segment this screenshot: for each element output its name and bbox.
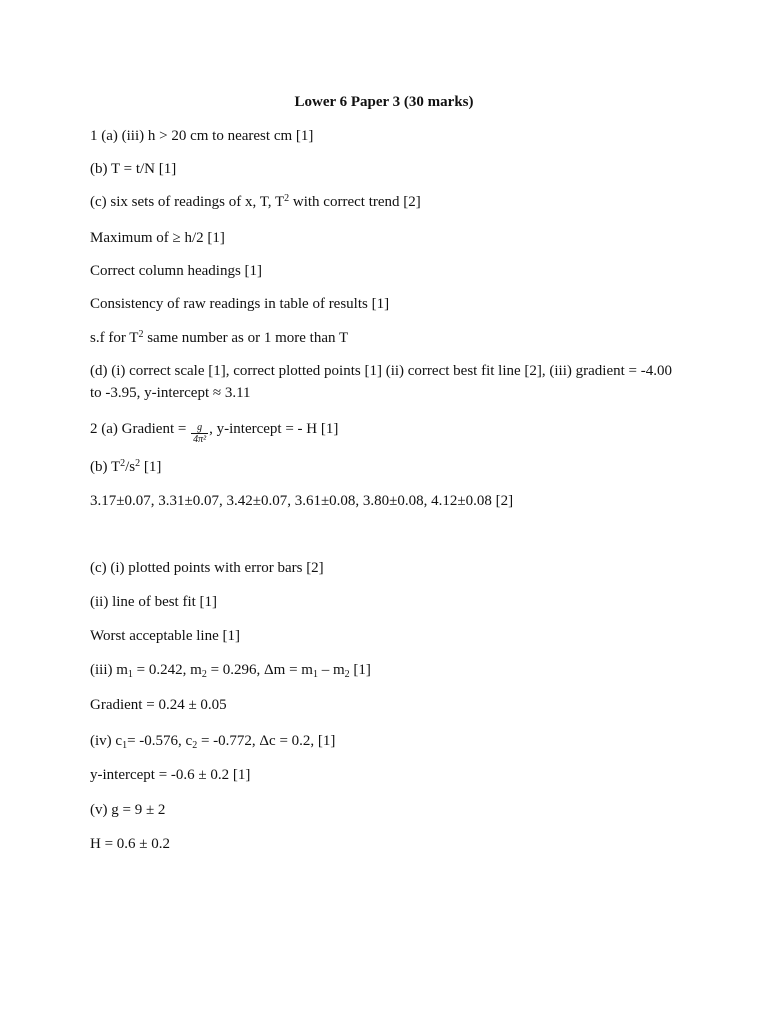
- gradient-line: Gradient = 0.24 ± 0.05: [90, 697, 227, 713]
- values-line: 3.17±0.07, 3.31±0.07, 3.42±0.07, 3.61±0.08, 3.80±0.08, 4.12±0.08 [2]: [90, 493, 514, 509]
- q1c-text-after: with correct trend [2]: [289, 194, 421, 210]
- q2a-line: [90, 420, 690, 445]
- fraction-denominator: 4π²: [193, 434, 207, 445]
- m-text-5: [1]: [349, 662, 371, 678]
- worst-line: Worst acceptable line [1]: [90, 628, 240, 644]
- column-headings-line: Correct column headings [1]: [90, 263, 263, 279]
- c-subscript-1: 1: [122, 740, 128, 751]
- page-title: Lower 6 Paper 3 (30 marks): [294, 94, 474, 110]
- c-text-1: (iv) c: [90, 733, 123, 749]
- h-value-line: H = 0.6 ± 0.2: [90, 836, 171, 852]
- q1d-line-1: (d) (i) correct scale [1], correct plotted points [1] (ii) correct best fit line [2], (iii) gradient = -4.00: [90, 363, 672, 379]
- q1b-line: (b) T = t/N [1]: [90, 161, 177, 177]
- q2c-iii-line: [90, 661, 690, 679]
- q1a-line: 1 (a) (iii) h > 20 cm to nearest cm [1]: [90, 128, 314, 144]
- m-subscript-2: 2: [201, 669, 207, 680]
- m-subscript-3: 1: [312, 669, 318, 680]
- q1c-superscript: 2: [284, 193, 290, 204]
- m-text-4: – m: [317, 662, 345, 678]
- y-intercept-line: y-intercept = -0.6 ± 0.2 [1]: [90, 767, 251, 783]
- consistency-line: Consistency of raw readings in table of results [1]: [90, 296, 390, 312]
- q2c-line: (c) (i) plotted points with error bars [2]: [90, 560, 324, 576]
- q2b-line: [90, 458, 690, 476]
- q2a-text-after: , y-intercept = - H [1]: [209, 421, 339, 437]
- q1c-line: [90, 193, 690, 211]
- sf-text-after: same number as or 1 more than T: [143, 330, 349, 346]
- sf-text: s.f for T: [90, 330, 139, 346]
- q2c-v-line: (v) g = 9 ± 2: [90, 802, 166, 818]
- max-of-line: Maximum of ≥ h/2 [1]: [90, 230, 225, 246]
- c-text-2: = -0.576, c: [127, 733, 193, 749]
- q2c-iv-line: [90, 732, 690, 750]
- sig-fig-line: [90, 329, 690, 347]
- q2c-ii-line: (ii) line of best fit [1]: [90, 594, 218, 610]
- c-subscript-2: 2: [192, 740, 198, 751]
- q2b-superscript-1: 2: [120, 458, 126, 469]
- q1d-line-2: to -3.95, y-intercept ≈ 3.11: [90, 385, 251, 401]
- m-text-3: = 0.296, Δm = m: [206, 662, 313, 678]
- m-text-2: = 0.242, m: [132, 662, 202, 678]
- m-subscript-4: 2: [344, 669, 350, 680]
- q2b-superscript-2: 2: [135, 458, 141, 469]
- q2a-text: 2 (a) Gradient =: [90, 421, 191, 437]
- q1c-text: (c) six sets of readings of x, T, T: [90, 194, 285, 210]
- q2b-text: (b) T: [90, 459, 121, 475]
- m-text-1: (iii) m: [90, 662, 128, 678]
- c-text-3: = -0.772, Δc = 0.2, [1]: [197, 733, 336, 749]
- fraction-numerator: g: [191, 422, 208, 434]
- sf-superscript: 2: [138, 329, 144, 340]
- m-subscript-1: 1: [127, 669, 133, 680]
- q2b-text-after: [1]: [140, 459, 162, 475]
- q2b-text-middle: /s: [125, 459, 136, 475]
- gradient-fraction: [191, 422, 208, 445]
